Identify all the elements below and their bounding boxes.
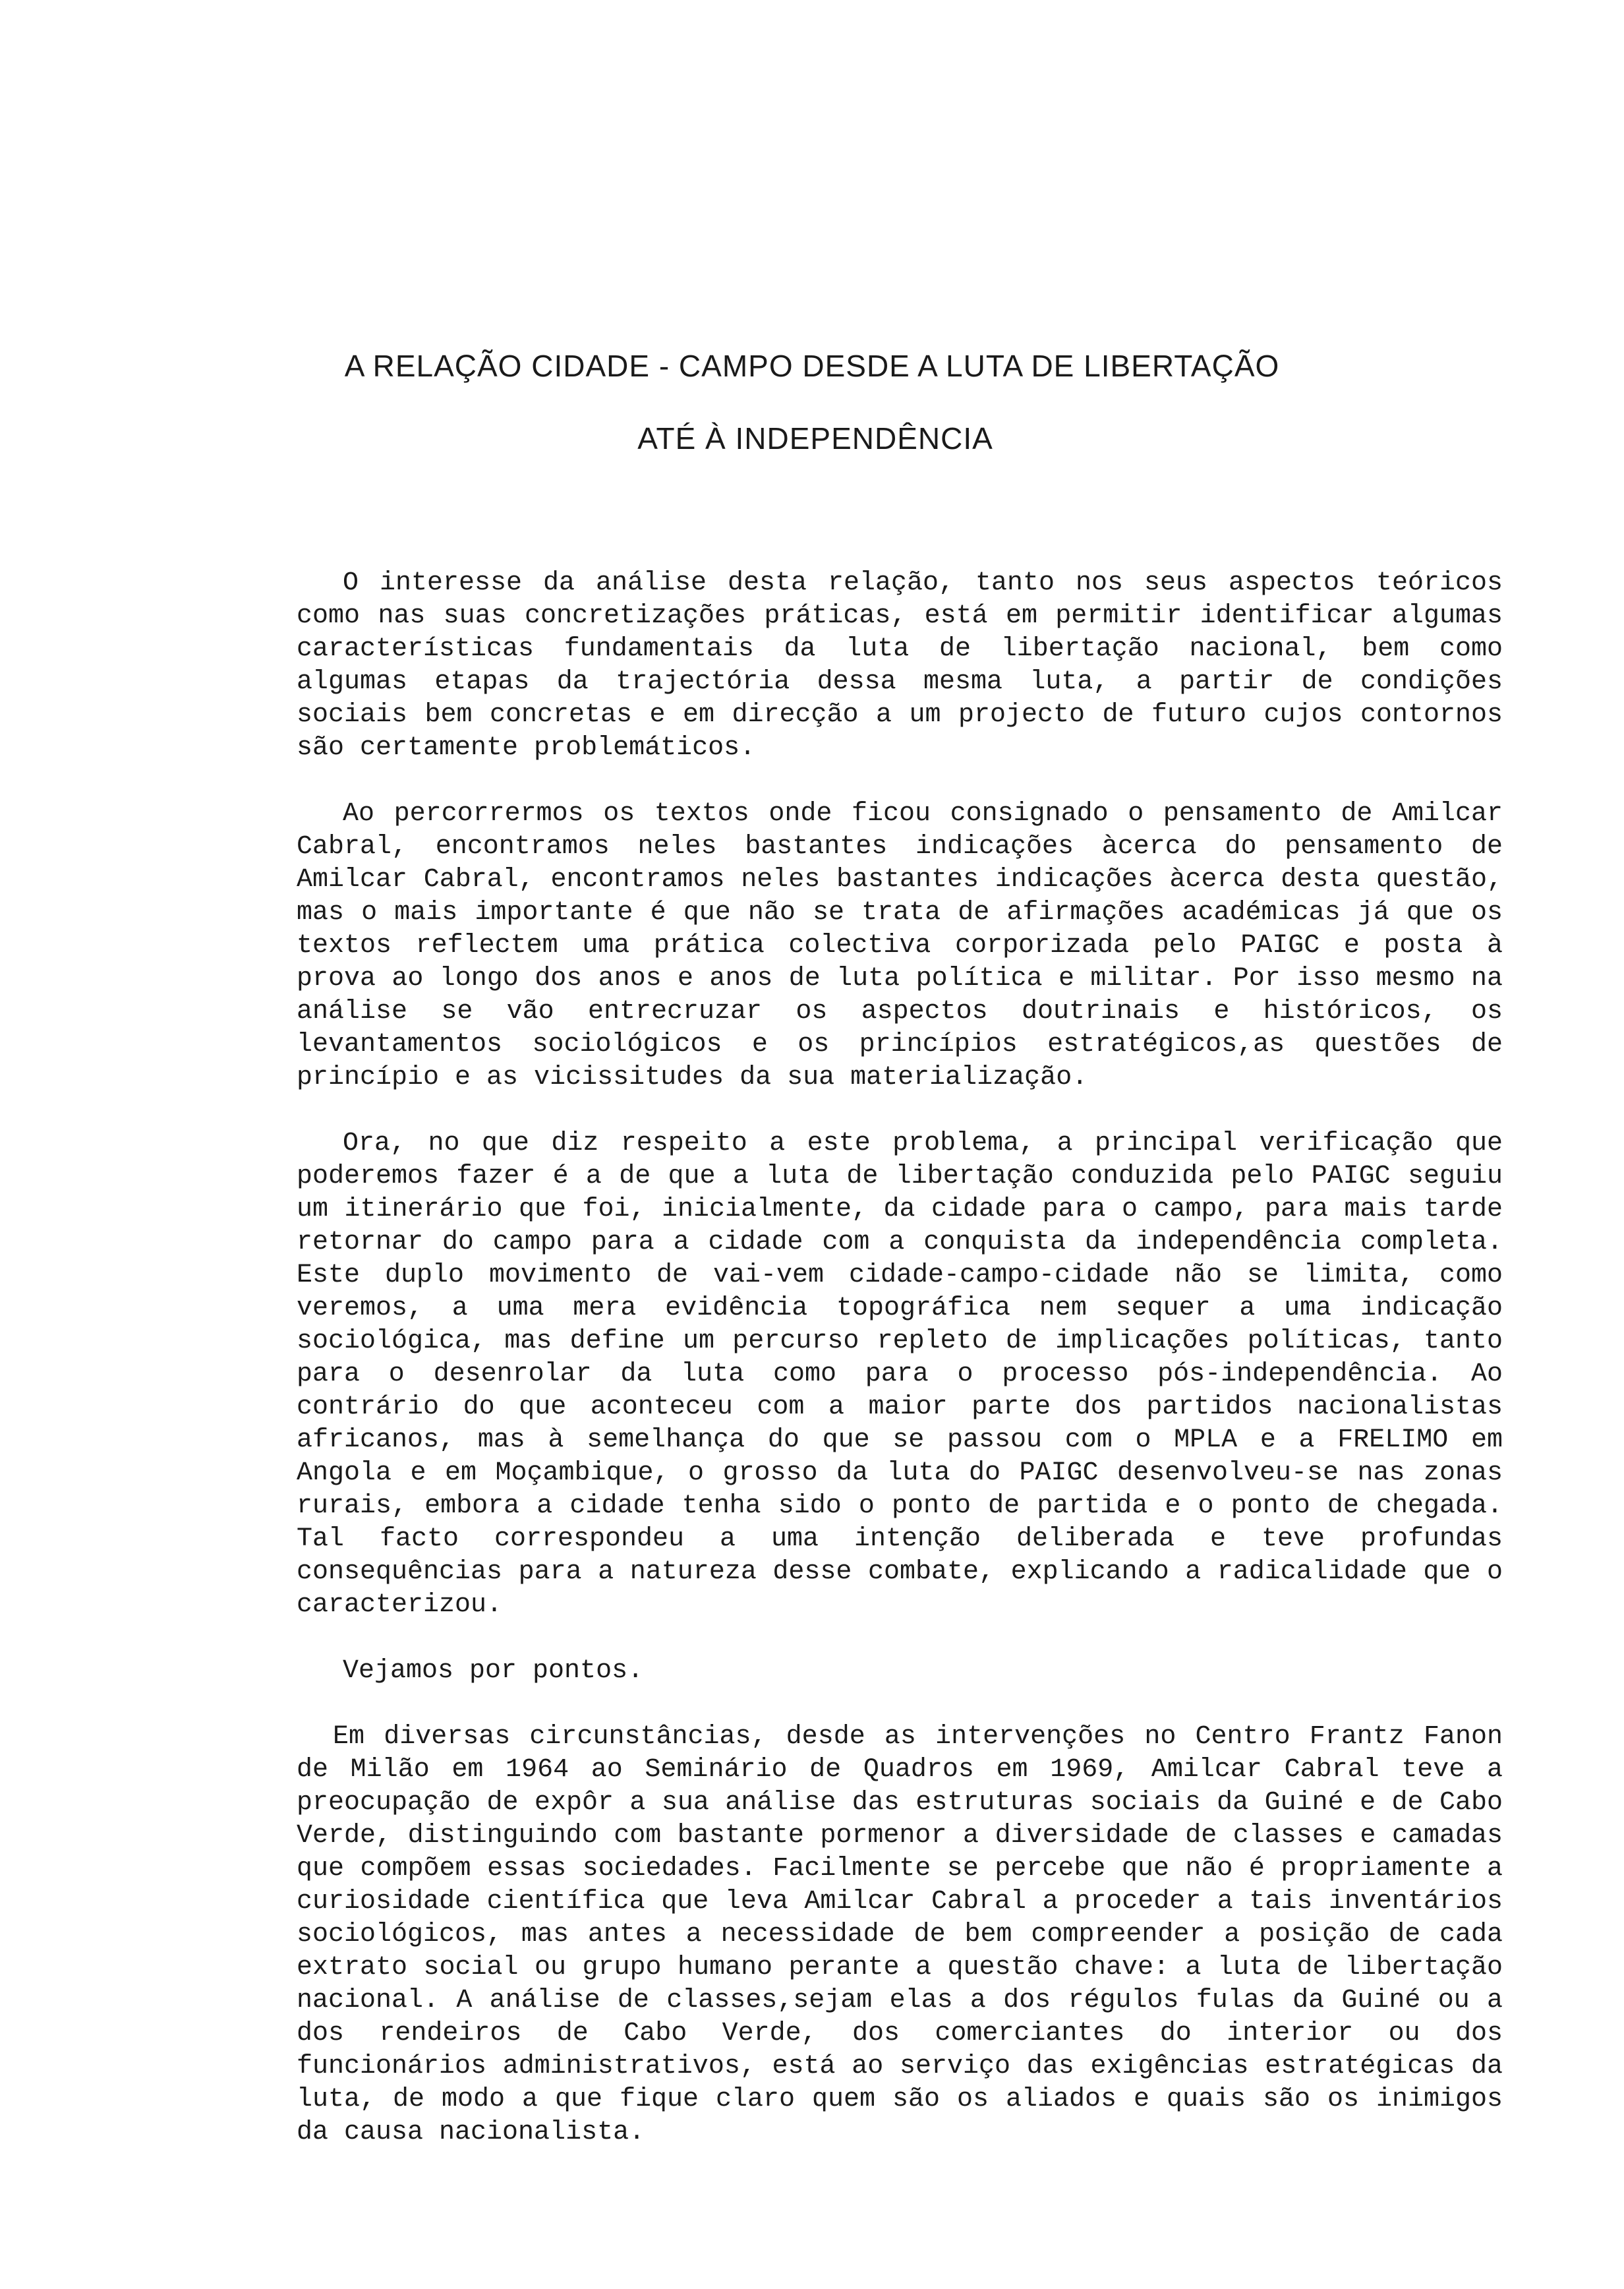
paragraph-4: Vejamos por pontos. [343,1656,644,1686]
paragraph-5: Em diversas circunstâncias, desde as intervenções no Centro Frantz Fanon de Milão em 1964 ao Seminário de Quadros em 1969, Amilcar Cabral teve a preocupação de expôr a sua análise das estruturas sociais da Guiné e de Cabo Verde, distinguindo com bastante pormenor a diversidade de classes e camadas que compõem essas sociedades. Facilmente se percebe que não é propriamente a curiosidade científica que leva Amilcar Cabral a proceder a tais inventários sociológicos, mas antes a necessidade de bem compreender a posição de cada extrato social ou grupo humano perante a questão chave: a luta de libertação nacional. A análise de classes,sejam elas a dos régulos fulas da Guiné ou a dos rendeiros de Cabo Verde, dos comerciantes do interior ou dos funcionários administrativos, está ao serviço das exigências estratégicas da luta, de modo a que fique claro quem são os aliados e quais são os inimigos da causa nacionalista. [297,1722,1503,2147]
title-line-1: A RELAÇÃO CIDADE - CAMPO DESDE A LUTA DE LIBERTAÇÃO [344,349,1280,383]
paragraph-2: Ao percorrermos os textos onde ficou consignado o pensamento de Amilcar Cabral, encontramos neles bastantes indicações àcerca do pensamento de Amilcar Cabral, encontramos neles bastantes indicações àcerca desta questão, mas o mais importante é que não se trata de afirmações académicas já que os textos reflectem uma prática colectiva corporizada pelo PAIGC e posta à prova ao longo dos anos e anos de luta política e militar. Por isso mesmo na análise se vão entrecruzar os aspectos doutrinais e históricos, os levantamentos sociológicos e os princípios estratégicos,as questões de princípio e as vicissitudes da sua materialização. [297,799,1503,1092]
title-line-2: ATÉ À INDEPENDÊNCIA [637,421,993,456]
document-body [297,567,1503,2182]
paragraph-3: Ora, no que diz respeito a este problema, a principal verificação que poderemos fazer é a de que a luta de libertação conduzida pelo PAIGC seguiu um itinerário que foi, inicialmente, da cidade para o campo, para mais tarde retornar do campo para a cidade com a conquista da independência completa. Este duplo movimento de vai-vem cidade-campo-cidade não se limita, como veremos, a uma mera evidência topográfica nem sequer a uma indicação sociológica, mas define um percurso repleto de implicações políticas, tanto para o desenrolar da luta como para o processo pós-independência. Ao contrário do que aconteceu com a maior parte dos partidos nacionalistas africanos, mas à semelhança do que se passou com o MPLA e a FRELIMO em Angola e em Moçambique, o grosso da luta do PAIGC desenvolveu-se nas zonas rurais, embora a cidade tenha sido o ponto de partida e o ponto de chegada. Tal facto correspondeu a uma intenção deliberada e teve profundas consequências para a natureza desse combate, explicando a radicalidade que o caracterizou. [297,1129,1503,1620]
document-title [0,330,1624,475]
paragraph-1: O interesse da análise desta relação, tanto nos seus aspectos teóricos como nas suas concretizações práticas, está em permitir identificar algumas características fundamentais da luta de libertação nacional, bem como algumas etapas da trajectória dessa mesma luta, a partir de condições sociais bem concretas e em direcção a um projecto de futuro cujos contornos são certamente problemáticos. [297,568,1503,763]
